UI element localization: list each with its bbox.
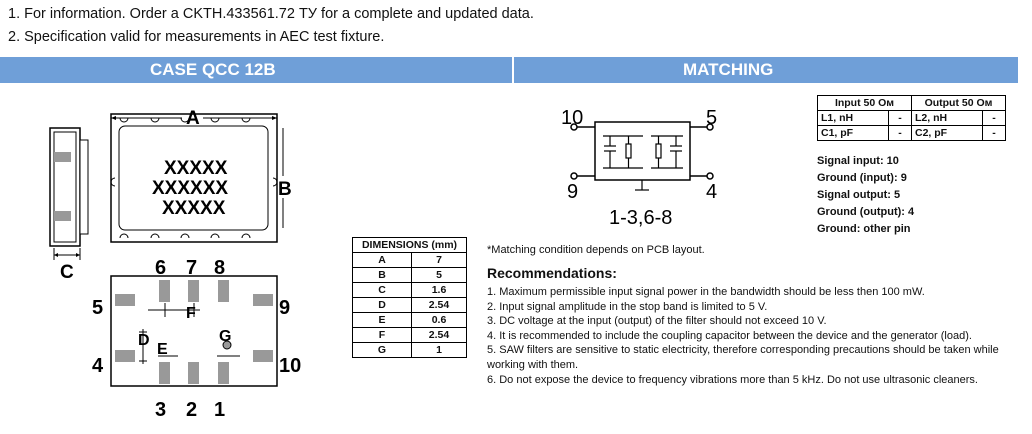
matching-table: [817, 95, 1006, 141]
table-row: [353, 343, 467, 358]
dim-value: 7: [412, 253, 467, 268]
pin-label-10: 10: [279, 355, 302, 377]
cell: C2, pF: [912, 126, 983, 141]
table-row: [818, 126, 1006, 141]
cell: L2, nH: [912, 111, 983, 126]
dim-label-b: B: [278, 179, 292, 200]
schematic-ground-pins: 1-3,6-8: [609, 207, 673, 229]
dim-label-d: D: [138, 332, 150, 349]
list-item: 4. It is recommended to include the coupling capacitor between the device and the generator (load).: [487, 329, 972, 342]
pin-label-2: 2: [186, 399, 198, 421]
pin-label-7: 7: [186, 257, 198, 279]
list-item: Ground: other pin: [817, 223, 911, 235]
dim-label-g: G: [219, 328, 232, 345]
dim-label-c: C: [60, 262, 74, 283]
package-bottom-view: [111, 276, 277, 386]
pin-label-1: 1: [214, 399, 226, 421]
dim-key: G: [353, 343, 412, 358]
list-item: 6. Do not expose the device to frequency vibrations more than 5 kHz. Do not use ultrasonic cleaners.: [487, 373, 978, 386]
dimensions-header: DIMENSIONS (mm): [353, 238, 467, 253]
cell: -: [983, 111, 1006, 126]
table-row: [353, 328, 467, 343]
schematic-pin-5: 5: [706, 107, 718, 129]
pin-label-4: 4: [92, 355, 104, 377]
cell: -: [889, 111, 912, 126]
matching-note: *Matching condition depends on PCB layout.: [487, 244, 705, 256]
dim-key: A: [353, 253, 412, 268]
schematic-pin-10: 10: [561, 107, 584, 129]
package-side-view: [50, 128, 88, 260]
pin-label-5: 5: [92, 297, 104, 319]
note-1: 1. For information. Order a CKTH.433561.72 ТУ for a complete and updated data.: [8, 6, 534, 22]
dim-key: B: [353, 268, 412, 283]
cell: -: [889, 126, 912, 141]
pin-label-9: 9: [279, 297, 291, 319]
dim-key: C: [353, 283, 412, 298]
recommendations-title: Recommendations:: [487, 265, 617, 281]
pin-list: [817, 153, 914, 238]
dim-label-a: A: [186, 108, 200, 129]
table-row: [353, 313, 467, 328]
marking-line-2: XXXXXX: [152, 178, 229, 199]
table-row: [353, 253, 467, 268]
matching-header-bar: [514, 57, 1018, 83]
dim-value: 2.54: [412, 328, 467, 343]
matching-schematic: [555, 100, 735, 230]
dim-value: 0.6: [412, 313, 467, 328]
table-row: [818, 111, 1006, 126]
dim-label-f: F: [186, 305, 196, 322]
case-header-title: CASE QCC 12B: [150, 60, 276, 79]
matching-output-header: Output 50 Ом: [912, 96, 1006, 111]
table-row: [353, 283, 467, 298]
cell: -: [983, 126, 1006, 141]
table-row: [353, 298, 467, 313]
cell: L1, nH: [818, 111, 889, 126]
list-item: Ground (output): 4: [817, 206, 915, 218]
package-drawing: [0, 88, 350, 434]
pin-label-6: 6: [155, 257, 167, 279]
dim-value: 1.6: [412, 283, 467, 298]
matching-input-header: Input 50 Ом: [818, 96, 912, 111]
list-item: 2. Input signal amplitude in the stop band is limited to 5 V.: [487, 300, 768, 313]
dim-key: F: [353, 328, 412, 343]
list-item: 5. SAW filters are sensitive to static electricity, therefore corresponding precautions should be taken while working with them.: [487, 344, 999, 371]
matching-header-title: MATCHING: [683, 60, 774, 79]
list-item: 3. DC voltage at the input (output) of the filter should not exceed 10 V.: [487, 315, 827, 328]
dim-key: E: [353, 313, 412, 328]
dim-value: 5: [412, 268, 467, 283]
dim-label-e: E: [157, 341, 168, 358]
dim-key: D: [353, 298, 412, 313]
dim-value: 1: [412, 343, 467, 358]
schematic-pin-9: 9: [567, 181, 579, 203]
list-item: Ground (input): 9: [817, 172, 907, 184]
case-header-bar: [0, 57, 512, 83]
marking-line-3: XXXXX: [162, 198, 226, 219]
list-item: Signal output: 5: [817, 189, 901, 201]
pin-label-3: 3: [155, 399, 167, 421]
dim-value: 2.54: [412, 298, 467, 313]
pin-label-8: 8: [214, 257, 226, 279]
list-item: Signal input: 10: [817, 155, 899, 167]
table-row: [353, 268, 467, 283]
note-2: 2. Specification valid for measurements in AEC test fixture.: [8, 29, 385, 45]
cell: C1, pF: [818, 126, 889, 141]
marking-line-1: XXXXX: [164, 158, 228, 179]
schematic-pin-4: 4: [706, 181, 718, 203]
list-item: 1. Maximum permissible input signal power in the bandwidth should be less then 100 mW.: [487, 286, 925, 298]
recommendations-list: [487, 285, 1007, 387]
dimensions-table: [352, 237, 467, 358]
